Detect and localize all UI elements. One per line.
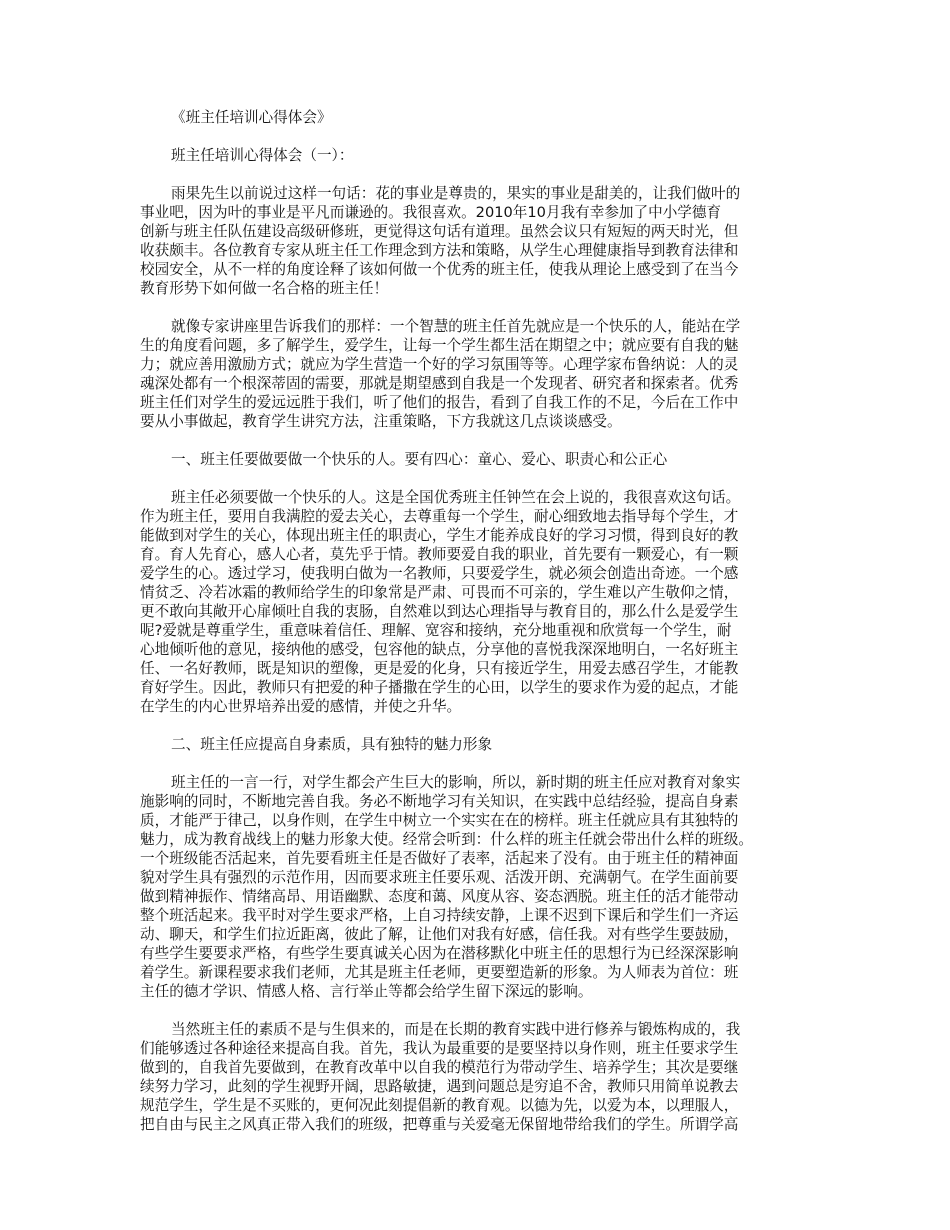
document-body — [140, 184, 812, 1134]
paragraph-line: 班主任的一言一行，对学生都会产生巨大的影响，所以，新时期的班主任应对教育对象实 — [171, 774, 741, 791]
paragraph-line: 育好学生。因此，教师只有把爱的种子播撒在学生的心田，以学生的要求作为爱的起点，才能 — [140, 679, 739, 696]
paragraph-line: 在学生的内心世界培养出爱的感情，并使之升华。 — [140, 698, 462, 715]
paragraph-line: 教育形势下如何做一名合格的班主任！ — [140, 280, 389, 297]
paragraph-line: 任、一名好教师，既是知识的塑像，更是爱的化身，只有接近学生，用爱去感召学生，才能教 — [140, 660, 739, 677]
paragraph-line: 质，才能严于律己，以身作则，在学生中树立一个实实在在的榜样。班主任就应具有其独特的 — [140, 812, 739, 829]
paragraph-line: 主任的德才学识、情感人格、言行举止等都会给学生留下深远的影响。 — [140, 983, 593, 1000]
document-title: 《班主任培训心得体会》 — [171, 109, 332, 126]
paragraph-line: 班主任必须要做一个快乐的人。这是全国优秀班主任钟竺在会上说的，我很喜欢这句话。 — [171, 489, 741, 506]
paragraph-line: 续努力学习，此刻的学生视野开阔，思路敏捷，遇到问题总是穷追不舍，教师只用简单说教去 — [140, 1078, 739, 1095]
paragraph-line: 事业吧，因为叶的事业是平凡而谦逊的。我很喜欢。2010年10月我有幸参加了中小学德育 — [140, 204, 722, 221]
paragraph — [140, 317, 812, 431]
paragraph-line: 整个班活起来。我平时对学生要求严格，上自习持续安静，上课不迟到下课后和学生们一齐运 — [140, 907, 739, 924]
paragraph-line: 能做到对学生的关心，体现出班主任的职责心，学生才能养成良好的学习习惯，得到良好的教 — [140, 527, 739, 544]
paragraph-line: 更不敢向其敞开心扉倾吐自我的衷肠，自然难以到达心理指导与教育目的，那么什么是爱学生 — [140, 603, 739, 620]
paragraph-line: 情贫乏、冷若冰霜的教师给学生的印象常是严肃、可畏而不可亲的，学生难以产生敬仰之情， — [140, 584, 739, 601]
paragraph-line: 着学生。新课程要求我们老师，尤其是班主任老师，更要塑造新的形象。为人师表为首位：班 — [140, 964, 739, 981]
section-heading — [140, 735, 812, 754]
heading-text: 二、班主任应提高自身素质，具有独特的魅力形象 — [171, 736, 493, 753]
paragraph-line: 力；就应善用激励方式；就应为学生营造一个好的学习氛围等等。心理学家布鲁纳说：人的灵 — [140, 356, 739, 373]
paragraph-line: 有些学生要要求严格，有些学生要真诚关心因为在潜移默化中班主任的思想行为已经深深影响 — [140, 945, 739, 962]
paragraph — [140, 1020, 812, 1134]
paragraph-line: 呢?爱就是尊重学生，重意味着信任、理解、宽容和接纳，充分地重视和欣赏每一个学生，耐 — [140, 622, 732, 639]
section-heading — [140, 450, 812, 469]
paragraph-line: 把自由与民主之风真正带入我们的班级，把尊重与关爱毫无保留地带给我们的学生。所谓学高 — [140, 1116, 739, 1133]
paragraph-line: 爱学生的心。透过学习，使我明白做为一名教师，只要爱学生，就必须会创造出奇迹。一个感 — [140, 565, 739, 582]
paragraph-line: 生的角度看问题，多了解学生，爱学生，让每一个学生都生活在期望之中；就应要有自我的魅 — [140, 337, 739, 354]
paragraph-line: 就像专家讲座里告诉我们的那样：一个智慧的班主任首先就应是一个快乐的人，能站在学 — [171, 318, 741, 335]
paragraph-line: 动、聊天，和学生们拉近距离，彼此了解，让他们对我有好感，信任我。对有些学生要鼓励， — [140, 926, 739, 943]
paragraph — [140, 773, 812, 1001]
paragraph-line: 魅力，成为教育战线上的魅力形象大使。经常会听到：什么样的班主任就会带出什么样的班级。 — [140, 831, 753, 848]
paragraph-line: 施影响的同时，不断地完善自我。务必不断地学习有关知识，在实践中总结经验，提高自身素 — [140, 793, 739, 810]
paragraph-line: 心地倾听他的意见，接纳他的感受，包容他的缺点，分享他的喜悦我深深地明白，一名好班主 — [140, 641, 739, 658]
document-page — [140, 108, 812, 1134]
paragraph-line: 班主任们对学生的爱远远胜于我们，听了他们的报告，看到了自我工作的不足，今后在工作中 — [140, 394, 739, 411]
heading-text: 一、班主任要做要做一个快乐的人。要有四心：童心、爱心、职责心和公正心 — [171, 451, 668, 468]
document-subtitle: 班主任培训心得体会（一）： — [171, 147, 354, 164]
paragraph-line: 规范学生，学生是不买账的，更何况此刻提倡新的教育观。以德为先，以爱为本，以理服人， — [140, 1097, 739, 1114]
paragraph — [140, 488, 812, 716]
paragraph-line: 育。育人先育心，感人心者，莫先乎于情。教师要爱自我的职业，首先要有一颗爱心，有一颗 — [140, 546, 739, 563]
paragraph-line: 当然班主任的素质不是与生俱来的，而是在长期的教育实践中进行修养与锻炼构成的，我 — [171, 1021, 741, 1038]
paragraph-line: 们能够透过各种途径来提高自我。首先，我认为最重要的是要坚持以身作则，班主任要求学生 — [140, 1040, 739, 1057]
paragraph-line: 雨果先生以前说过这样一句话：花的事业是尊贵的，果实的事业是甜美的，让我们做叶的 — [171, 185, 741, 202]
paragraph-line: 创新与班主任队伍建设高级研修班，更觉得这句话有道理。虽然会议只有短短的两天时光，但 — [140, 223, 739, 240]
paragraph-line: 貌对学生具有强烈的示范作用，因而要求班主任要乐观、活泼开朗、充满朝气。在学生面前要 — [140, 869, 739, 886]
paragraph-line: 一个班级能否活起来，首先要看班主任是否做好了表率，活起来了没有。由于班主任的精神面 — [140, 850, 739, 867]
paragraph-line: 要从小事做起，教育学生讲究方法，注重策略，下方我就这几点谈谈感受。 — [140, 413, 622, 430]
paragraph-line: 校园安全，从不一样的角度诠释了该如何做一个优秀的班主任，使我从理论上感受到了在当今 — [140, 261, 739, 278]
paragraph-line: 魂深处都有一个根深蒂固的需要，那就是期望感到自我是一个发现者、研究者和探索者。优秀 — [140, 375, 739, 392]
paragraph-line: 做到的，自我首先要做到，在教育改革中以自我的模范行为带动学生、培养学生；其次是要继 — [140, 1059, 739, 1076]
paragraph-line: 作为班主任，要用自我满腔的爱去关心，去尊重每一个学生，耐心细致地去指导每个学生，才 — [140, 508, 739, 525]
paragraph-line: 收获颇丰。各位教育专家从班主任工作理念到方法和策略，从学生心理健康指导到教育法律和 — [140, 242, 739, 259]
paragraph — [140, 184, 812, 298]
paragraph-line: 做到精神振作、情绪高昂、用语幽默、态度和蔼、风度从容、姿态洒脱。班主任的活才能带动 — [140, 888, 739, 905]
